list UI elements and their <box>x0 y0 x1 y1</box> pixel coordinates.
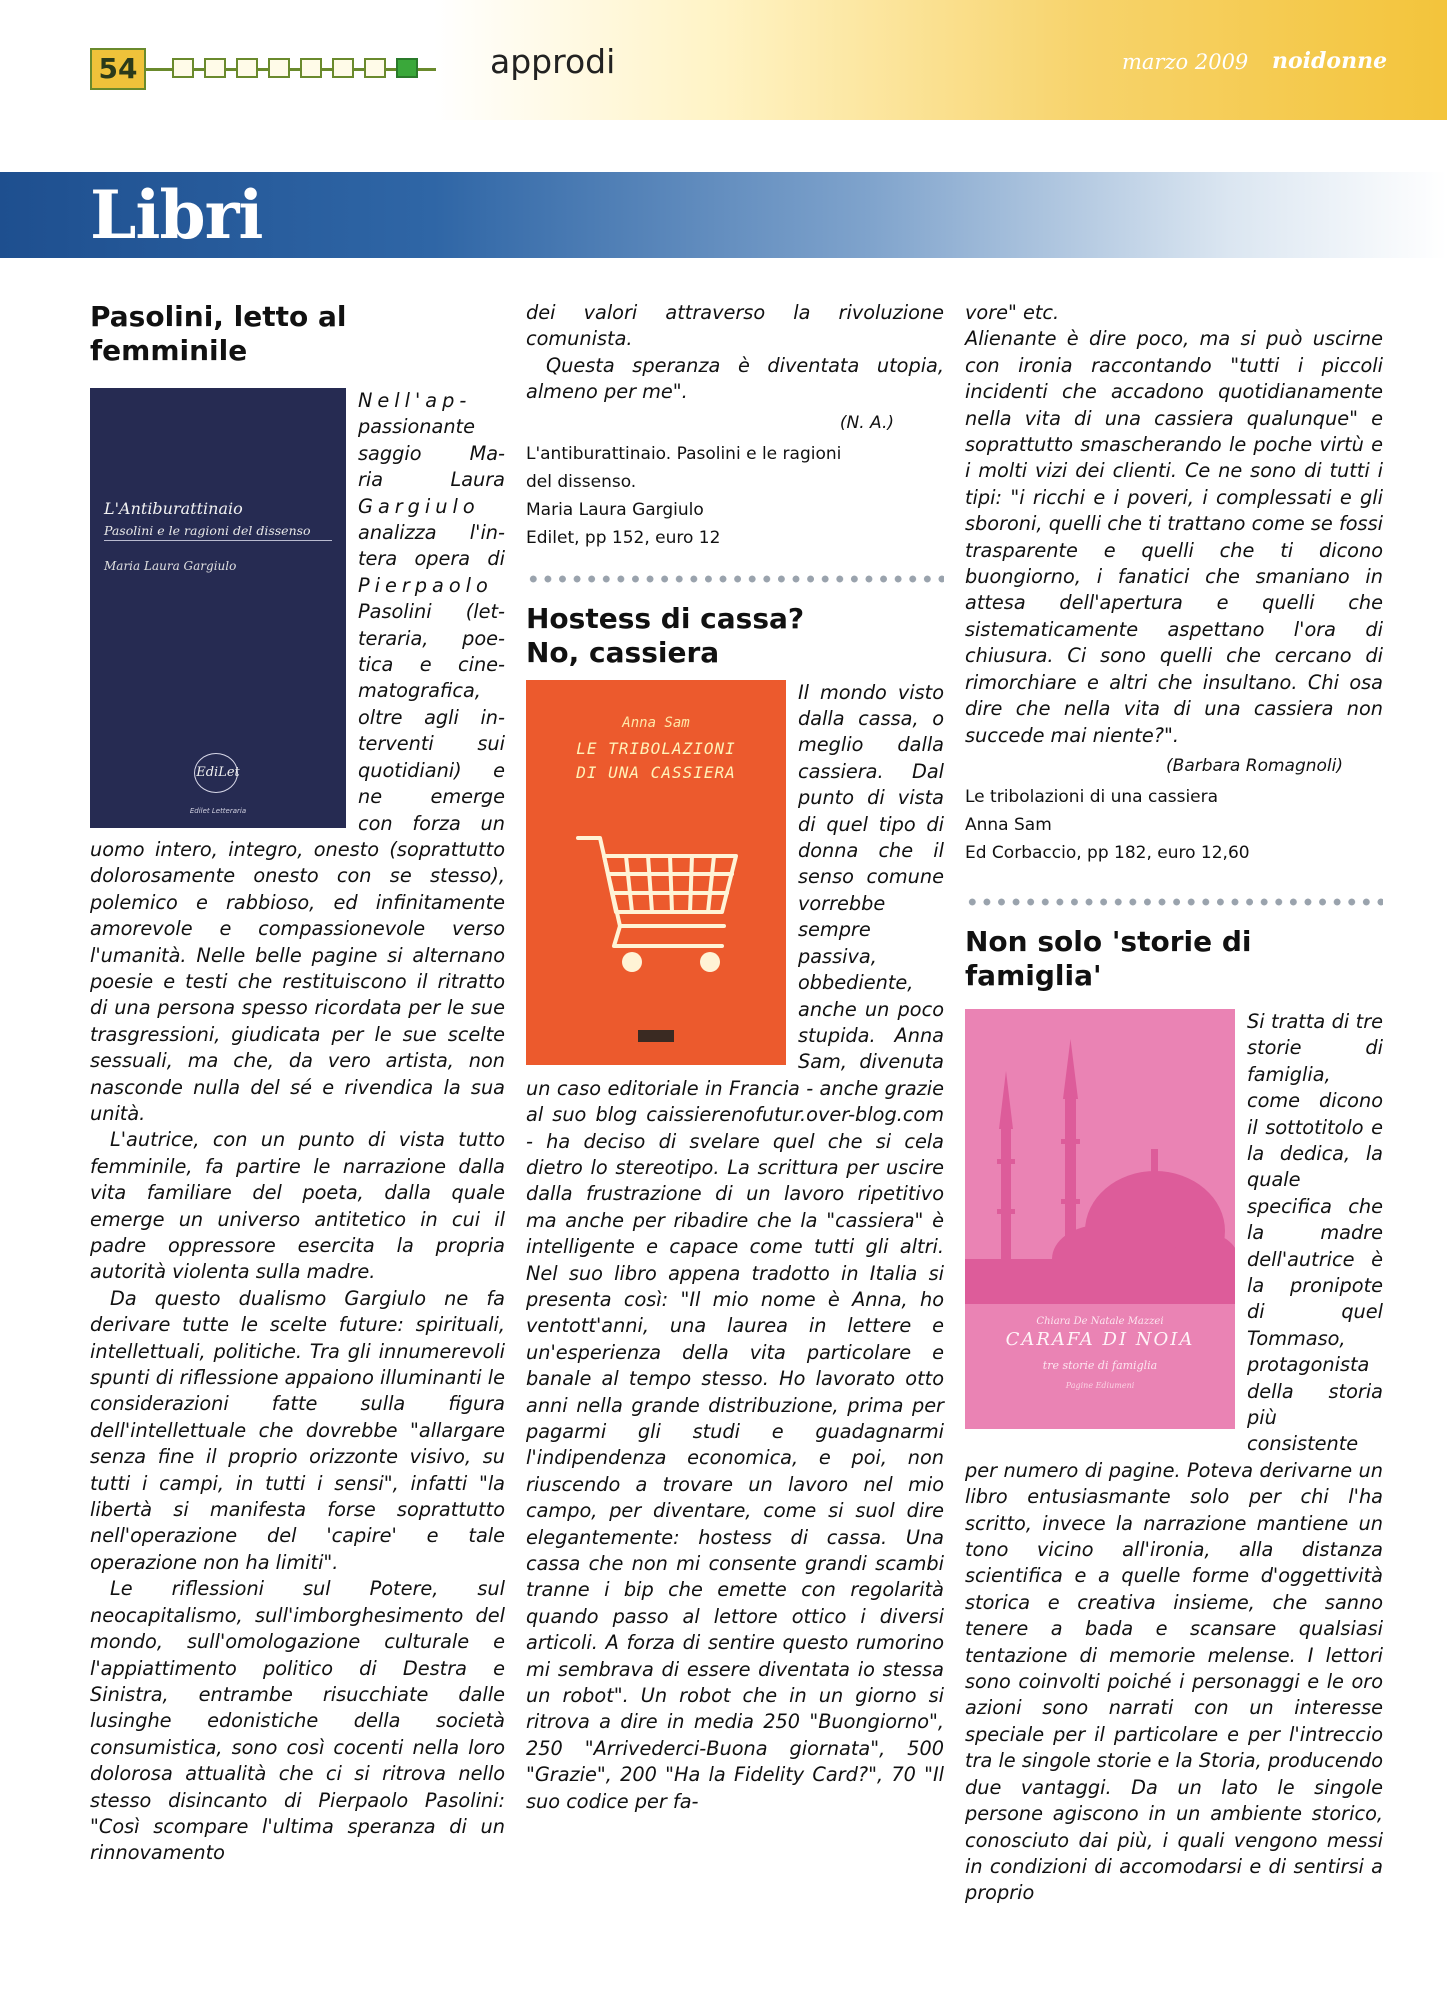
wrapped-line: matografica, <box>358 679 481 703</box>
article-title-line: Hostess di cassa? <box>526 601 805 635</box>
section-title: Libri <box>90 176 263 254</box>
paragraph: uomo intero, integro, onesto (soprattutto dolorosamente onesto con se stesso), polemico e rabbioso, ed infinitamente amorevole e compassionevole verso l'umanità. Nelle belle pagine si alternano poesie e testi che restituiscono il ritratto di una persona spesso ricordata per le sue trasgressioni, giudicata per le sue scelte sessuali, ma che, da vero artista, non nasconde nulla del sé e rivendica la sua unità. <box>90 837 505 1125</box>
wrapped-line: oltre agli in- <box>358 705 505 729</box>
header-square <box>268 58 290 78</box>
wrapped-line: ria Laura <box>358 468 505 492</box>
article-title: Pasolini, letto al femminile <box>90 300 347 367</box>
article-title-line: No, cassiera <box>526 635 720 669</box>
wrapped-line: Gargiulo <box>358 494 480 518</box>
header-square <box>204 58 226 78</box>
cover-author: Anna Sam <box>622 714 690 731</box>
paragraph: Da questo dualismo Gargiulo ne fa derivare tutte le scelte future: spirituali, intellettuali, politiche. Tra gli innumerevoli spunti di riflessione appaiono illuminanti le considerazioni fatte sulla figura dell'intellettuale che dovrebbe "allargare senza fine il proprio orizzonte visivo, su tutti i campi, in tutti i sensi", infatti "la libertà si manifesta forse soprattutto nell'operazione del 'capire' e tale operazione non ha limiti". <box>90 1286 505 1574</box>
book-detail-line: L'antiburattinaio. Pasolini e le ragioni <box>526 443 842 464</box>
book-detail-line: Le tribolazioni di una cassiera <box>965 786 1219 807</box>
article-body-continued <box>965 300 1383 749</box>
paragraph: Le riflessioni sul Potere, sul neocapitalismo, sull'imborghesimento del mondo, sull'omologazione culturale e l'appiattimento politico di Destra e Sinistra, entrambe risucchiate dalle lusinghe edonistiche della società consumistica, sono così cocenti nella loro dolorosa attualità che ci si ritrova nello stesso disincanto di Pierpaolo Pasolini: "Così scompare l'ultima speranza di un rinnovamento <box>90 1577 505 1865</box>
shopping-cart-icon <box>574 830 744 980</box>
article-signature: (N. A.) <box>839 412 894 433</box>
wrapped-line: analizza l'in- <box>358 521 505 545</box>
publisher-logo-icon <box>638 1030 674 1042</box>
book-cover <box>90 388 346 828</box>
cover-title: DI UNA CASSIERA <box>576 762 736 782</box>
cover-author: Chiara De Natale Mazzei <box>1036 1315 1164 1327</box>
header-square <box>364 58 386 78</box>
cover-publisher: Pagine Ediumeni <box>1065 1380 1135 1390</box>
book-detail-line: del dissenso. <box>526 471 637 492</box>
column-3 <box>965 300 1383 1907</box>
wrapped-line: tica e cine- <box>358 653 505 677</box>
magazine-name: noidonne <box>1272 48 1388 74</box>
paragraph: Si tratta di tre storie di famiglia, come dicono il sottotitolo e la dedica, la quale specifica che la madre dell'autrice è la pronipote di quel Tommaso, protagonista della storia più consistente per numero di pagine. Poteva derivarne un libro entusiasmante solo per chi l'ha scritto, invece la narrazione mantiene un tono vicino all'ironia, alla distanza scientifica e a quelle forme d'oggettività storica e creativa insieme, che sanno tenere a bada e scansare qualsiasi tentazione di memorie melense. I lettori sono coinvolti poiché i personaggi e le oro azioni sono narrati con un interesse speciale per il particolare e per l'intreccio tra le singole storie e la Storia, producendo due vantaggi. Da un lato le singole persone agiscono in un ambiente storico, conosciuto dai più, i quali vengono messi in condizioni di accomodarsi e di sentirsi a proprio <box>965 1009 1383 1905</box>
book-detail-line: Maria Laura Gargiulo <box>526 499 704 520</box>
cover-title: L'Antiburattinaio <box>104 499 243 518</box>
cover-title: LE TRIBOLAZIONI <box>576 738 736 758</box>
paragraph: Il mondo visto dalla cassa, o meglio dalla cassiera. Dal punto di vista di quel tipo di donna che il senso comune vorrebbe sempre passiva, obbediente, anche un poco stupida. Anna Sam, divenuta un caso editoriale in Francia - anche grazie al suo blog caissierenofutur.over-blog.com - ha deciso di svelare quel che si cela dietro lo stereotipo. La scrittura per uscire dalla frustrazione di un lavoro ripetitivo ma anche per ribadire che la "cassiera" è intelligente e capace come tutti gli altri. Nel suo libro appena tradotto in Italia si presenta così: "Il mio nome è Anna, ho ventott'anni, una laurea in lettere e un'esperienza della vita particolare e banale al tempo stesso. Ho lavorato otto anni nella grande distribuzione, prima per pagarmi gli studi e guadagnarmi l'indipendenza economica, e poi, non riuscendo a trovare un lavoro nel mio campo, per diventare, come si suol dire elegantemente: hostess di cassa. Una cassa che non mi consente grandi scambi tranne i bip che emette con regolarità quando passo al lettore ottico i diversi articoli. A forza di sentire questo rumorino mi sembrava di essere diventata io stessa un robot". Un robot che in un giorno si ritrova a dire in media 250 "Buongiorno", 250 "Arrivederci-Buona giornata", 500 "Grazie", 200 "Ha la Fidelity Card?", 70 "Il suo codice per fa- <box>526 680 944 1813</box>
book-detail-line: Ed Corbaccio, pp 182, euro 12,60 <box>965 842 1250 863</box>
header-square <box>236 58 258 78</box>
cover-title: CARAFA DI NOIA <box>1005 1328 1195 1350</box>
page-number: 54 <box>90 48 146 90</box>
book-detail-line: Anna Sam <box>965 814 1052 835</box>
cover-author: Maria Laura Gargiulo <box>104 559 237 573</box>
wrapped-line: quotidiani) e <box>358 758 505 782</box>
book-cover <box>526 680 786 1065</box>
article-body-continued <box>526 300 944 406</box>
paragraph: vore" etc. <box>965 301 1060 324</box>
book-detail-line: Edilet, pp 152, euro 12 <box>526 527 721 548</box>
column-1 <box>90 300 505 1867</box>
article-signature: (Barbara Romagnoli) <box>1166 755 1343 776</box>
wrapped-line: Nell'ap- <box>358 389 472 412</box>
header-decoration <box>172 58 418 78</box>
dotted-separator <box>965 897 1383 907</box>
paragraph: Alienante è dire poco, ma si può uscirne con ironia raccontando "tutti i piccoli incidenti che accadono quotidianamente nella vita di una cassiera qualunque" e soprattutto smascherando le poche virtù e i molti vizi dei clienti. Ce ne sono di tutti i tipi: "i ricchi e i poveri, i complessati e gli sboroni, quelli che ti trattano come se fossi trasparente e quelli che ti dicono buongiorno, i fanatici che smaniano in attesa dell'apertura e quelli che sistematicamente aspettano l'ora di chiusura. Ci sono quelli che cercano di rimorchiare e altri che insultano. Chi osa dire che nella vita di una cassiera non succede mai niente?". <box>965 327 1383 747</box>
header-square-active <box>396 58 418 78</box>
article-body <box>90 388 505 1867</box>
paragraph: dei valori attraverso la rivoluzione comunista. <box>526 301 944 351</box>
wrapped-line: con forza un <box>358 811 505 835</box>
article-body <box>526 680 944 1815</box>
book-cover <box>965 1009 1235 1429</box>
dotted-separator <box>526 574 944 584</box>
publisher-logo-subtext: Edilet Letteraria <box>189 807 247 815</box>
wrapped-line: teraria, poe- <box>358 626 505 650</box>
issue-date: marzo 2009 <box>1122 50 1249 74</box>
article-title: Non solo 'storie di famiglia' <box>965 924 1252 992</box>
wrapped-line: Pasolini (let- <box>358 600 505 624</box>
cover-subtitle: tre storie di famiglia <box>1042 1358 1158 1372</box>
wrapped-line: Pierpaolo <box>358 573 493 597</box>
wrapped-line: saggio Ma- <box>358 441 505 465</box>
header-square <box>300 58 322 78</box>
cover-subtitle: Pasolini e le ragioni del dissenso <box>104 523 311 538</box>
header-square <box>172 58 194 78</box>
paragraph: L'autrice, con un punto di vista tutto femminile, fa partire le narrazione dalla vita familiare del poeta, dalla quale emerge un universo antitetico in cui il padre oppressore esercita la propria autorità violenta sulla madre. <box>90 1128 505 1284</box>
wrapped-line: terventi sui <box>358 732 505 756</box>
article-body <box>965 1009 1383 1907</box>
header-square <box>332 58 354 78</box>
wrapped-line: passionante <box>358 415 475 439</box>
wrapped-line: tera opera di <box>358 547 505 571</box>
book-details <box>965 783 1383 867</box>
book-details <box>526 440 944 552</box>
publisher-logo-text: EdiLet <box>196 765 240 780</box>
paragraph: Questa speranza è diventata utopia, almeno per me". <box>526 353 944 404</box>
section-name: approdi <box>490 42 616 81</box>
cover-rule <box>104 540 332 541</box>
wrapped-line: ne emerge <box>358 785 505 809</box>
article-title <box>526 602 944 670</box>
column-2 <box>526 300 944 1815</box>
